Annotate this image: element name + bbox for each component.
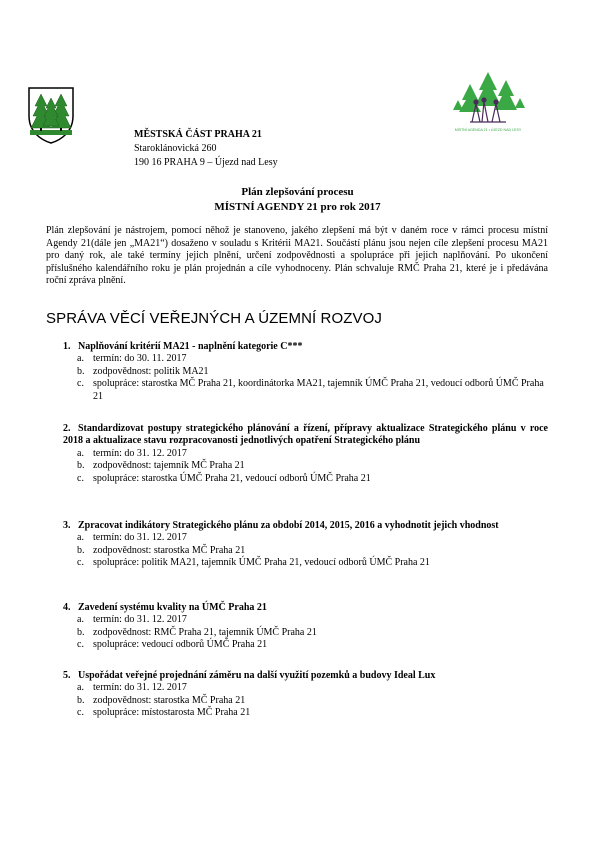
plan-title-line2: MÍSTNÍ AGENDY 21 pro rok 2017 — [214, 201, 381, 213]
item-responsibility: b. zodpovědnost: politik MA21 — [77, 365, 209, 377]
item-cooperation: c. spolupráce: starostka MČ Praha 21, koordinátorka MA21, tajemník ÚMČ Praha 21, vedoucí odborů ÚMČ Praha 21 — [77, 378, 544, 402]
item-responsibility: b. zodpovědnost: tajemník MČ Praha 21 — [77, 460, 245, 472]
item-title: Zpracovat indikátory Strategického plánu za období 2014, 2015, 2016 a vyhodnotit jejich vhodnost — [78, 520, 499, 531]
item-cooperation: c. spolupráce: místostarosta MČ Praha 21 — [77, 707, 251, 719]
item-number: 2. — [63, 423, 71, 434]
item-deadline: a. termín: do 31. 12. 2017 — [77, 614, 187, 626]
org-city: 190 16 PRAHA 9 – Újezd nad Lesy — [134, 157, 278, 168]
section-heading: SPRÁVA VĚCÍ VEŘEJNÝCH A ÚZEMNÍ ROZVOJ — [46, 310, 382, 327]
item-responsibility: b. zodpovědnost: starostka MČ Praha 21 — [77, 694, 246, 706]
item-deadline: a. termín: do 31. 12. 2017 — [77, 532, 187, 544]
item-number: 3. — [63, 520, 71, 531]
item-number: 4. — [63, 602, 71, 613]
item-number: 1. — [63, 341, 71, 352]
item-cooperation: c. spolupráce: vedoucí odborů ÚMČ Praha 21 — [77, 639, 268, 651]
org-street: Staroklánovická 260 — [134, 143, 217, 154]
logo-caption: MÍSTNÍ AGENDA 21 • ÚJEZD NAD LESY — [454, 128, 522, 132]
plan-title-line1: Plán zlepšování procesu — [241, 186, 354, 198]
item-title: Zavedení systému kvality na ÚMČ Praha 21 — [78, 602, 267, 613]
org-name: MĚSTSKÁ ČÁST PRAHA 21 — [134, 129, 262, 140]
plan-item — [63, 520, 548, 570]
plan-item — [63, 423, 548, 485]
item-responsibility: b. zodpovědnost: starostka MČ Praha 21 — [77, 544, 246, 556]
item-responsibility: b. zodpovědnost: RMČ Praha 21, tajemník ÚMČ Praha 21 — [77, 626, 317, 638]
intro-paragraph: Plán zlepšování je nástrojem, pomocí něhož je stanoveno, jakého zlepšení má být v daném roce v rámci procesu místní Agendy 21(dále jen „MA21“) dosaženo v souladu s Kritérii MA21. Součástí plánu jsou nejen cíle zlepšení procesu MA21 pro daný rok, ale také termíny jejich plnění, určení zodpovědnosti a spolupráce při jejich naplňování. Po ukončení příslušného kalendářního roku je plán projednán a cíle vyhodnoceny. Plán schvaluje RMČ Praha 21, které je i předávána roční zpráva plnění. — [46, 225, 548, 287]
item-title: Standardizovat postupy strategického plánování a řízení, přípravy aktualizace Strategického plánu v roce 2018 a aktualizace stavu rozpracovanosti jednotlivých opatření Strategického plánu — [63, 423, 548, 447]
item-deadline: a. termín: do 30. 11. 2017 — [77, 353, 187, 365]
plan-item — [63, 670, 548, 720]
ma21-logo-icon — [448, 66, 528, 136]
plan-item — [63, 602, 548, 652]
item-cooperation: c. spolupráce: starostka ÚMČ Praha 21, vedoucí odborů ÚMČ Praha 21 — [77, 472, 371, 484]
item-title: Naplňování kritérií MA21 - naplnění kategorie C*** — [78, 341, 303, 352]
item-title: Uspořádat veřejné projednání záměru na další využití pozemků a budovy Ideal Lux — [78, 670, 436, 681]
item-number: 5. — [63, 670, 71, 681]
item-deadline: a. termín: do 31. 12. 2017 — [77, 447, 187, 459]
item-deadline: a. termín: do 31. 12. 2017 — [77, 682, 187, 694]
coat-of-arms-icon — [27, 86, 75, 144]
plan-item — [63, 341, 548, 403]
item-cooperation: c. spolupráce: politik MA21, tajemník ÚMČ Praha 21, vedoucí odborů ÚMČ Praha 21 — [77, 557, 430, 569]
